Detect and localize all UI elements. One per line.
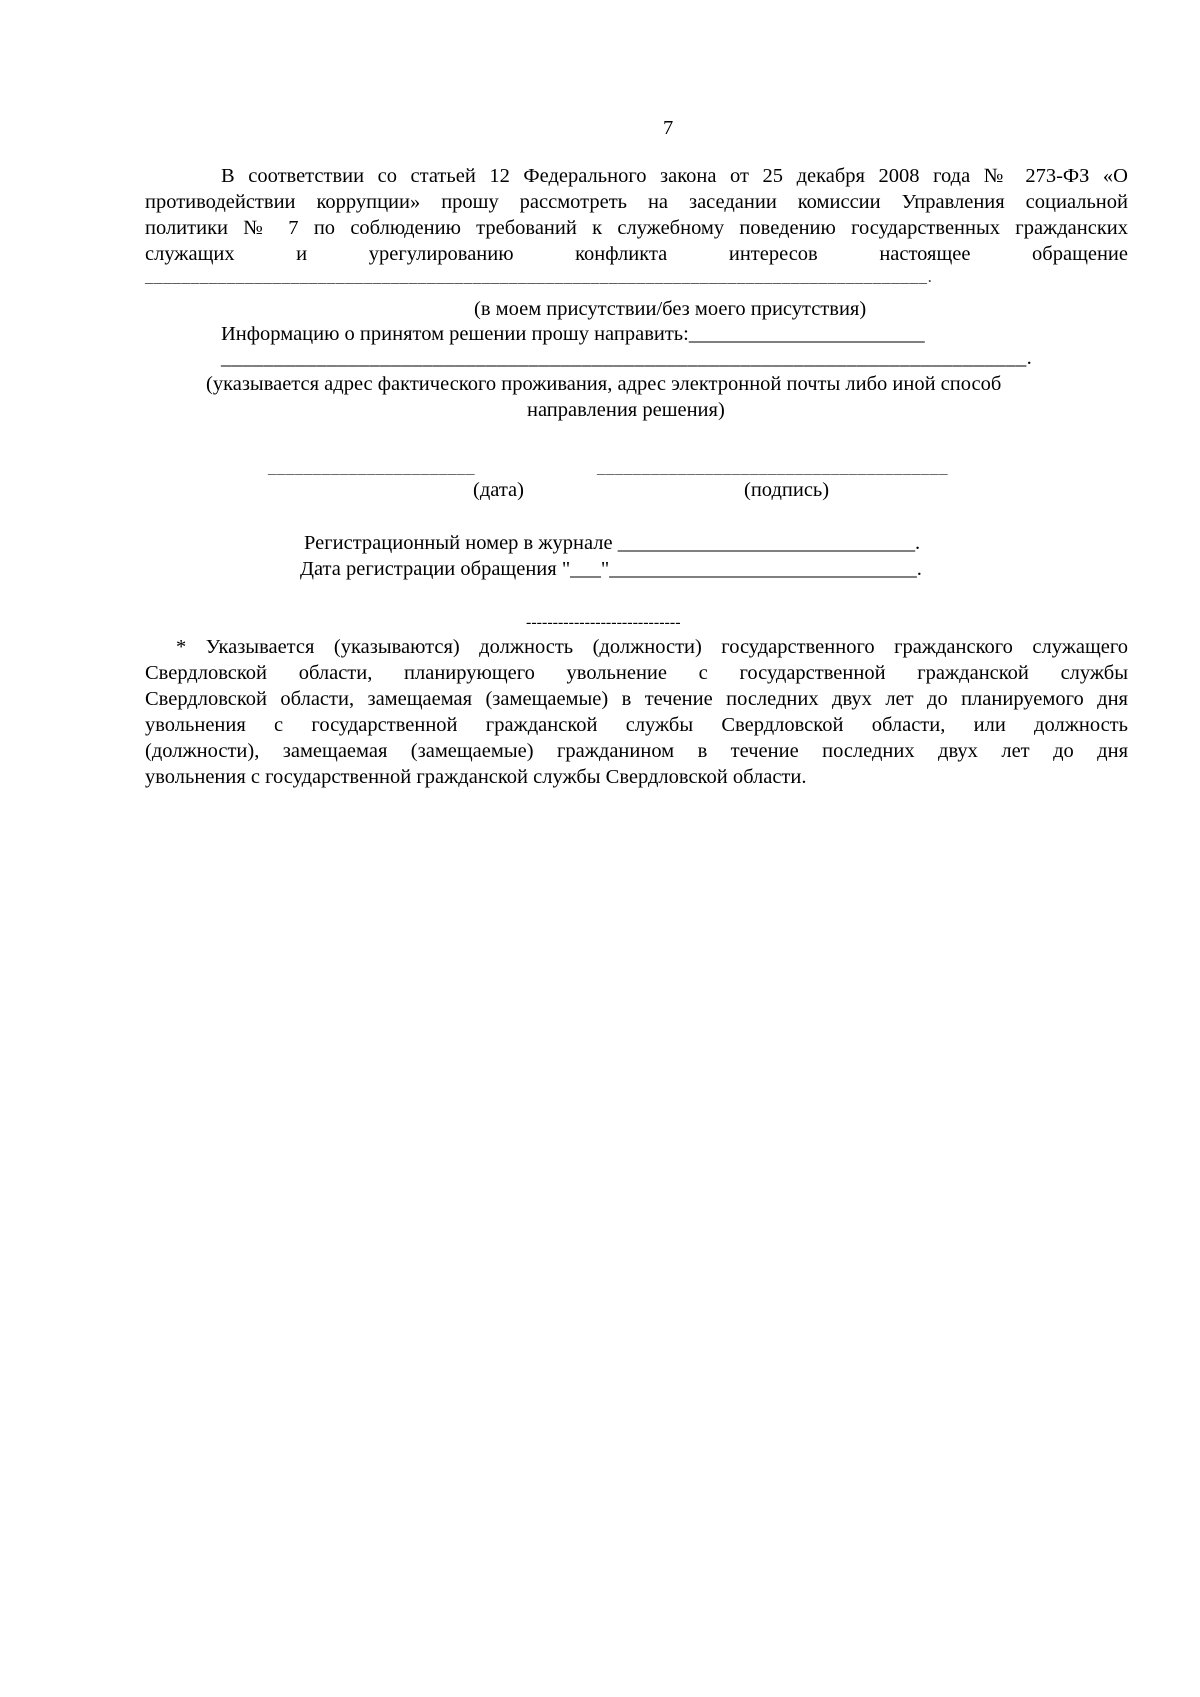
registration-number-line: Регистрационный номер в журнале _____________________________.	[304, 532, 921, 554]
signature-line: _______________________________________	[597, 458, 948, 477]
address-note-line1: (указывается адрес фактического проживания, адрес электронной почты либо иной способ	[206, 373, 1002, 395]
footnote-line: увольнения с государственной гражданской службы Свердловской области.	[145, 766, 807, 788]
paragraph-line: служащих и урегулированию конфликта интересов настоящее обращение	[145, 243, 1128, 265]
footnote-separator: -----------------------------	[526, 614, 681, 631]
address-note-line2: направления решения)	[527, 399, 725, 421]
page-number: 7	[663, 117, 674, 139]
signature-label: (подпись)	[744, 479, 830, 501]
footnote-line: увольнения с государственной гражданской службы Свердловской области, или должность	[145, 714, 1128, 736]
paragraph-line: противодействии коррупции» прошу рассмотреть на заседании комиссии Управления социальной	[145, 191, 1128, 213]
info-request-line: ____________________________________________________________________________.	[221, 347, 1033, 369]
footnote-line: Свердловской области, планирующего увольнение с государственной гражданской службы	[145, 662, 1128, 684]
footnote-line: Свердловской области, замещаемая (замещаемые) в течение последних двух лет до планируемого дня	[145, 688, 1128, 710]
date-line: _______________________	[268, 458, 475, 477]
date-label: (дата)	[473, 479, 524, 501]
presence-note: (в моем присутствии/без моего присутствия)	[474, 298, 867, 320]
registration-date-line: Дата регистрации обращения "___"______________________________.	[300, 558, 922, 580]
info-request: Информацию о принятом решении прошу направить:_______________________	[221, 323, 925, 345]
footnote-line: (должности), замещаемая (замещаемые) гражданином в течение последних двух лет до дня	[145, 740, 1128, 762]
appeal-fill-line: ______________________________________________________________________________________.	[145, 267, 933, 286]
footnote-line: * Указывается (указываются) должность (должности) государственного гражданского служащего	[176, 636, 1128, 658]
paragraph-line: политики № 7 по соблюдению требований к служебному поведению государственных гражданских	[145, 217, 1128, 239]
paragraph-line: В соответствии со статьей 12 Федерального закона от 25 декабря 2008 года № 273-ФЗ «О	[221, 165, 1128, 187]
